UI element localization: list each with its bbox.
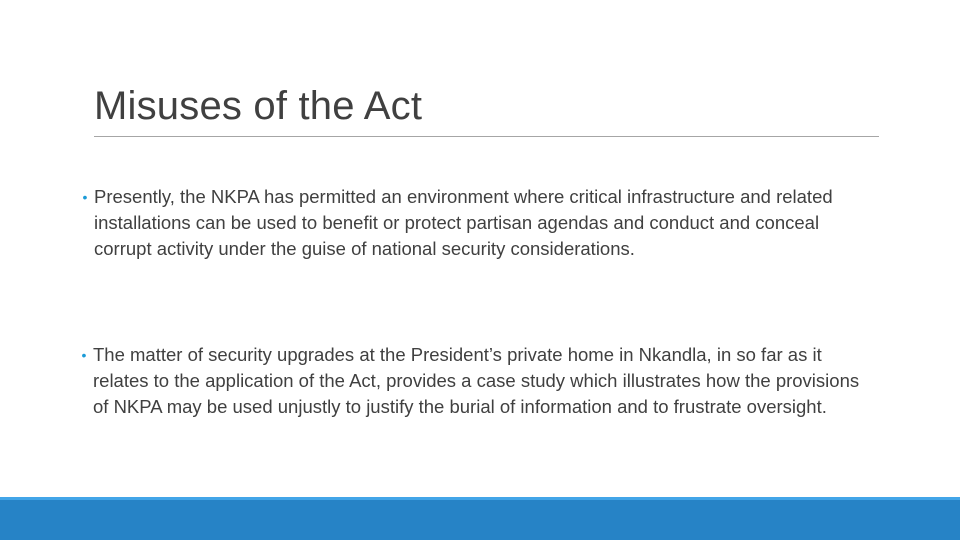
slide-title: Misuses of the Act [94,84,423,128]
title-divider [94,136,879,137]
bullet-text: Presently, the NKPA has permitted an environment where critical infrastructure and related installations can be used to benefit or protect partisan agendas and conduct and conceal corrupt activity under the guise of national security considerations. [94,186,833,259]
footer-accent-highlight [0,497,960,500]
bullet-item [75,342,875,420]
bullet-icon: • [82,189,88,205]
footer-accent-bar [0,497,960,540]
bullet-item [76,184,876,262]
bullet-icon: • [81,347,87,363]
bullet-text: The matter of security upgrades at the President’s private home in Nkandla, in so far as it relates to the application of the Act, provides a case study which illustrates how the provisions of NKPA may be used unjustly to justify the burial of information and to frustrate oversight. [93,344,860,417]
